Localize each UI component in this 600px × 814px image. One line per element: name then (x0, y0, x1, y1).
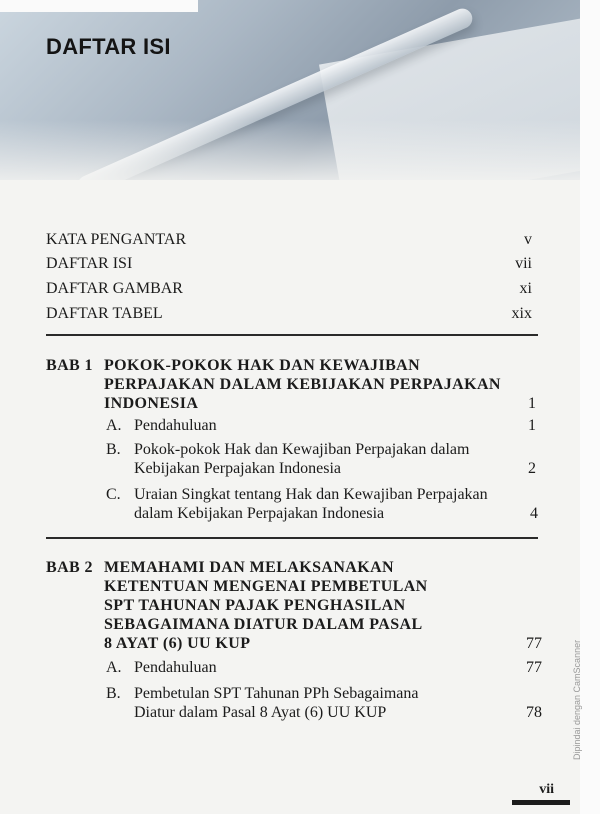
toc-item-line[interactable]: Uraian Singkat tentang Hak dan Kewajiban Perpajakan (134, 486, 488, 503)
toc-page-number: xi (519, 280, 532, 297)
toc-page-number: 77 (526, 635, 542, 652)
toc-item-line[interactable]: Kebijakan Perpajakan Indonesia (134, 460, 342, 477)
chapter-number: BAB 1 (46, 357, 93, 374)
section-divider (46, 334, 538, 336)
toc-page-number: xix (511, 305, 532, 322)
toc-item-line[interactable]: dalam Kebijakan Perpajakan Indonesia (134, 505, 385, 522)
page-edge (580, 0, 600, 814)
toc-page-number: 2 (528, 460, 536, 477)
toc-page-number: 78 (526, 704, 542, 721)
toc-page-number: vii (515, 255, 532, 272)
header-fade (0, 120, 580, 180)
chapter-title-line[interactable]: INDONESIA (104, 395, 199, 412)
toc-item-letter: A. (106, 659, 122, 676)
toc-page-number: v (524, 231, 532, 248)
footer-bar (512, 800, 570, 805)
chapter-title-line[interactable]: MEMAHAMI DAN MELAKSANAKAN (104, 559, 394, 576)
chapter-title-line[interactable]: 8 AYAT (6) UU KUP (104, 635, 251, 652)
scanner-watermark: Dipindai dengan CamScanner (572, 639, 582, 760)
toc-page-number: 1 (528, 395, 536, 412)
toc-page-number: 77 (526, 659, 542, 676)
toc-page-number: 4 (530, 505, 538, 522)
toc-item-line[interactable]: Pokok-pokok Hak dan Kewajiban Perpajakan dalam (134, 441, 470, 458)
toc-item-letter: A. (106, 417, 122, 434)
chapter-title-line[interactable]: KETENTUAN MENGENAI PEMBETULAN (104, 578, 428, 595)
section-divider (46, 537, 538, 539)
page-folio: vii (539, 782, 554, 797)
white-tab (0, 0, 198, 12)
toc-entry-daftar-tabel[interactable]: DAFTAR TABEL (46, 305, 163, 322)
chapter-title-line[interactable]: POKOK-POKOK HAK DAN KEWAJIBAN (104, 357, 421, 374)
toc-entry-kata-pengantar[interactable]: KATA PENGANTAR (46, 231, 187, 248)
toc-page-number: 1 (528, 417, 536, 434)
chapter-title-line[interactable]: SEBAGAIMANA DIATUR DALAM PASAL (104, 616, 423, 633)
toc-entry-daftar-gambar[interactable]: DAFTAR GAMBAR (46, 280, 183, 297)
toc-item-line[interactable]: Diatur dalam Pasal 8 Ayat (6) UU KUP (134, 704, 387, 721)
toc-item-line[interactable]: Pembetulan SPT Tahunan PPh Sebagaimana (134, 685, 419, 702)
toc-entry-daftar-isi[interactable]: DAFTAR ISI (46, 255, 133, 272)
toc-item-letter: B. (106, 685, 121, 702)
page-title: DAFTAR ISI (46, 34, 171, 59)
toc-item-letter: B. (106, 441, 121, 458)
chapter-number: BAB 2 (46, 559, 93, 576)
toc-item-pendahuluan[interactable]: Pendahuluan (134, 659, 217, 676)
chapter-title-line[interactable]: SPT TAHUNAN PAJAK PENGHASILAN (104, 597, 406, 614)
chapter-title-line[interactable]: PERPAJAKAN DALAM KEBIJAKAN PERPAJAKAN (104, 376, 501, 393)
toc-item-pendahuluan[interactable]: Pendahuluan (134, 417, 217, 434)
toc-item-letter: C. (106, 486, 121, 503)
header-photo (0, 0, 580, 180)
